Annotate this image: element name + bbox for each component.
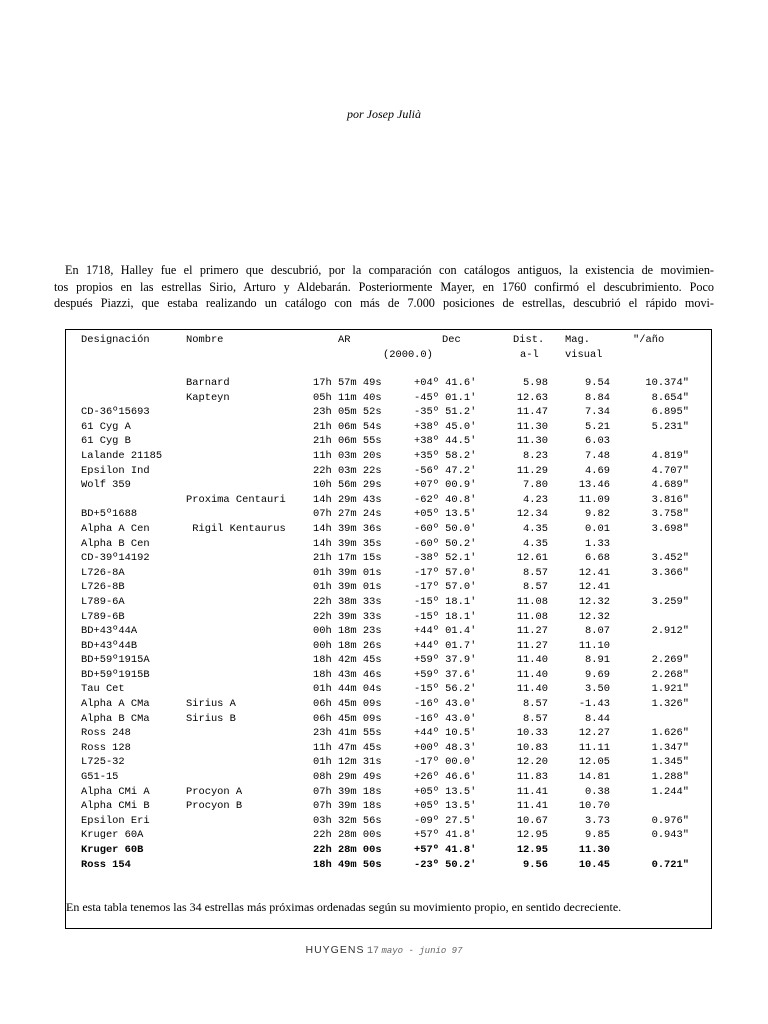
cell-dec: -60º 50.0' bbox=[414, 522, 477, 535]
cell-mag: 12.32 bbox=[578, 610, 610, 623]
cell-dist: 8.57 bbox=[523, 581, 548, 594]
cell-pm: 4.819" bbox=[651, 449, 689, 462]
table-row bbox=[66, 639, 711, 654]
cell-ar: 22h 39m 33s bbox=[313, 610, 382, 623]
header-dec: Dec bbox=[442, 334, 461, 346]
cell-designation: Alpha CMi A bbox=[81, 785, 150, 798]
cell-dist: 12.61 bbox=[516, 552, 548, 565]
cell-designation: CD-39º14192 bbox=[81, 552, 150, 565]
cell-name: Kapteyn bbox=[186, 391, 230, 404]
cell-mag: 11.30 bbox=[578, 844, 610, 856]
cell-ar: 17h 57m 49s bbox=[313, 377, 382, 389]
cell-mag: 12.27 bbox=[578, 727, 610, 740]
table-row bbox=[66, 712, 711, 727]
cell-name: Procyon A bbox=[186, 785, 243, 798]
cell-ar: 14h 39m 35s bbox=[313, 537, 382, 550]
cell-dec: +57º 41.8' bbox=[414, 829, 477, 842]
cell-dec: +57º 41.8' bbox=[414, 844, 477, 856]
cell-mag: 9.82 bbox=[585, 508, 610, 521]
page-footer bbox=[0, 944, 768, 957]
cell-designation: Wolf 359 bbox=[81, 479, 131, 492]
table-row bbox=[66, 610, 711, 625]
cell-designation: Lalande 21185 bbox=[81, 449, 163, 462]
cell-dist: 11.08 bbox=[516, 610, 548, 623]
cell-ar: 01h 12m 31s bbox=[313, 756, 382, 769]
table-row bbox=[66, 580, 711, 595]
cell-pm: 2.269" bbox=[651, 654, 689, 667]
cell-mag: 1.33 bbox=[585, 537, 610, 550]
cell-ar: 07h 39m 18s bbox=[313, 800, 382, 813]
table-row bbox=[66, 755, 711, 770]
cell-dist: 12.63 bbox=[516, 391, 548, 404]
cell-pm: 2.912" bbox=[651, 625, 689, 638]
cell-dist: 8.57 bbox=[523, 566, 548, 579]
cell-dec: -15º 18.1' bbox=[414, 610, 477, 623]
cell-ar: 01h 39m 01s bbox=[313, 566, 382, 579]
cell-dec: +05º 13.5' bbox=[414, 508, 477, 521]
cell-mag: 0.01 bbox=[585, 522, 610, 535]
cell-ar: 10h 56m 29s bbox=[313, 479, 382, 492]
cell-dist: 10.67 bbox=[516, 814, 548, 827]
cell-dist: 11.83 bbox=[516, 771, 548, 784]
cell-mag: 10.45 bbox=[578, 858, 610, 871]
cell-pm: 3.816" bbox=[651, 493, 689, 506]
cell-pm: 0.943" bbox=[651, 829, 689, 842]
cell-designation: BD+59º1915B bbox=[81, 668, 150, 681]
cell-pm: 3.259" bbox=[651, 595, 689, 608]
cell-dec: +59º 37.9' bbox=[414, 654, 477, 667]
table-row bbox=[66, 858, 711, 873]
table-row bbox=[66, 814, 711, 829]
cell-mag: -1.43 bbox=[578, 698, 610, 711]
cell-pm: 8.654" bbox=[651, 391, 689, 404]
cell-dist: 11.29 bbox=[516, 464, 548, 477]
table-row bbox=[66, 726, 711, 741]
table-row bbox=[66, 478, 711, 493]
cell-mag: 10.70 bbox=[578, 800, 610, 813]
cell-dec: +04º 41.6' bbox=[414, 377, 477, 389]
cell-dec: +05º 13.5' bbox=[414, 800, 477, 813]
cell-ar: 22h 28m 00s bbox=[313, 829, 382, 842]
footer-page-number: 17 bbox=[366, 946, 379, 957]
cell-designation: L789-6B bbox=[81, 610, 125, 623]
cell-pm: 3.366" bbox=[651, 566, 689, 579]
cell-designation: Ross 154 bbox=[81, 858, 131, 871]
cell-designation: BD+43º44B bbox=[81, 639, 138, 652]
cell-dist: 4.23 bbox=[523, 493, 548, 506]
cell-dec: +00º 48.3' bbox=[414, 741, 477, 754]
table-row bbox=[66, 682, 711, 697]
cell-mag: 6.68 bbox=[585, 552, 610, 565]
cell-mag: 11.09 bbox=[578, 493, 610, 506]
cell-mag: 12.41 bbox=[578, 581, 610, 594]
header-pm: "/año bbox=[633, 334, 665, 346]
cell-designation: L725-32 bbox=[81, 756, 125, 769]
cell-dec: -38º 52.1' bbox=[414, 552, 477, 565]
cell-name: Proxima Centauri bbox=[186, 493, 286, 506]
cell-dist: 12.95 bbox=[516, 844, 548, 856]
cell-designation: Alpha B Cen bbox=[81, 537, 150, 550]
cell-ar: 08h 29m 49s bbox=[313, 771, 382, 784]
cell-name: Barnard bbox=[186, 377, 230, 389]
cell-name: Sirius B bbox=[186, 712, 236, 725]
cell-designation: Epsilon Ind bbox=[81, 464, 150, 477]
cell-mag: 14.81 bbox=[578, 771, 610, 784]
cell-mag: 0.38 bbox=[585, 785, 610, 798]
cell-pm: 0.721" bbox=[651, 858, 689, 871]
cell-designation: BD+59º1915A bbox=[81, 654, 150, 667]
cell-pm: 3.758" bbox=[651, 508, 689, 521]
cell-mag: 12.05 bbox=[578, 756, 610, 769]
cell-dist: 7.80 bbox=[523, 479, 548, 492]
cell-pm: 4.689" bbox=[651, 479, 689, 492]
table-row bbox=[66, 653, 711, 668]
cell-ar: 03h 32m 56s bbox=[313, 814, 382, 827]
author-byline: por Josep Julià bbox=[347, 107, 421, 121]
cell-mag: 8.84 bbox=[585, 391, 610, 404]
table-row bbox=[66, 828, 711, 843]
intro-paragraph bbox=[54, 262, 714, 312]
cell-ar: 18h 49m 50s bbox=[313, 858, 382, 871]
cell-designation: G51-15 bbox=[81, 771, 119, 784]
table-row bbox=[66, 741, 711, 756]
cell-dist: 12.34 bbox=[516, 508, 548, 521]
cell-mag: 8.44 bbox=[585, 712, 610, 725]
cell-dist: 11.41 bbox=[516, 800, 548, 813]
cell-mag: 11.10 bbox=[578, 639, 610, 652]
header-dist-unit: a-l bbox=[520, 348, 539, 361]
cell-ar: 23h 05m 52s bbox=[313, 406, 382, 419]
cell-ar: 06h 45m 09s bbox=[313, 712, 382, 725]
cell-ar: 14h 29m 43s bbox=[313, 493, 382, 506]
cell-dec: -16º 43.0' bbox=[414, 698, 477, 711]
table-row bbox=[66, 799, 711, 814]
cell-mag: 4.69 bbox=[585, 464, 610, 477]
cell-designation: Alpha A CMa bbox=[81, 698, 150, 711]
cell-dec: -56º 47.2' bbox=[414, 464, 477, 477]
cell-ar: 18h 43m 46s bbox=[313, 668, 382, 681]
cell-dec: +05º 13.5' bbox=[414, 785, 477, 798]
cell-designation: 61 Cyg B bbox=[81, 435, 131, 448]
cell-designation: 61 Cyg A bbox=[81, 420, 131, 433]
cell-pm: 1.921" bbox=[651, 683, 689, 696]
cell-dist: 4.35 bbox=[523, 522, 548, 535]
table-row bbox=[66, 770, 711, 785]
cell-dist: 5.98 bbox=[523, 377, 548, 389]
cell-ar: 22h 03m 22s bbox=[313, 464, 382, 477]
cell-dec: +26º 46.6' bbox=[414, 771, 477, 784]
cell-pm: 1.345" bbox=[651, 756, 689, 769]
cell-pm: 0.976" bbox=[651, 814, 689, 827]
cell-dec: +44º 01.4' bbox=[414, 625, 477, 638]
cell-dist: 9.56 bbox=[523, 858, 548, 871]
cell-dec: +07º 00.9' bbox=[414, 479, 477, 492]
cell-ar: 18h 42m 45s bbox=[313, 654, 382, 667]
cell-pm: 1.347" bbox=[651, 741, 689, 754]
cell-dist: 8.57 bbox=[523, 698, 548, 711]
intro-line: En 1718, Halley fue el primero que descubrió, por la comparación con catálogos antiguos, la existencia de movimien- bbox=[65, 263, 714, 277]
table-body bbox=[66, 376, 711, 872]
cell-ar: 05h 11m 40s bbox=[313, 391, 382, 404]
cell-dec: -45º 01.1' bbox=[414, 391, 477, 404]
cell-dec: +35º 58.2' bbox=[414, 449, 477, 462]
cell-pm: 6.895" bbox=[651, 406, 689, 419]
cell-ar: 01h 44m 04s bbox=[313, 683, 382, 696]
cell-designation: BD+5º1688 bbox=[81, 508, 138, 521]
cell-pm: 1.244" bbox=[651, 785, 689, 798]
cell-ar: 01h 39m 01s bbox=[313, 581, 382, 594]
cell-dist: 11.30 bbox=[516, 420, 548, 433]
cell-ar: 21h 06m 54s bbox=[313, 420, 382, 433]
cell-dec: +38º 45.0' bbox=[414, 420, 477, 433]
table-row bbox=[66, 391, 711, 406]
cell-designation: L789-6A bbox=[81, 595, 125, 608]
table-row bbox=[66, 624, 711, 639]
cell-ar: 22h 38m 33s bbox=[313, 595, 382, 608]
table-row bbox=[66, 420, 711, 435]
cell-dist: 12.95 bbox=[516, 829, 548, 842]
cell-ar: 07h 27m 24s bbox=[313, 508, 382, 521]
cell-mag: 12.41 bbox=[578, 566, 610, 579]
cell-mag: 8.91 bbox=[585, 654, 610, 667]
cell-dist: 11.41 bbox=[516, 785, 548, 798]
cell-pm: 10.374" bbox=[645, 377, 689, 389]
cell-mag: 9.54 bbox=[585, 377, 610, 389]
cell-dec: +44º 10.5' bbox=[414, 727, 477, 740]
cell-name: Procyon B bbox=[186, 800, 243, 813]
cell-dec: -16º 43.0' bbox=[414, 712, 477, 725]
table-row bbox=[66, 464, 711, 479]
cell-dec: -17º 57.0' bbox=[414, 566, 477, 579]
cell-dist: 10.33 bbox=[516, 727, 548, 740]
cell-dist: 11.40 bbox=[516, 654, 548, 667]
cell-designation: Tau Cet bbox=[81, 683, 125, 696]
stars-table bbox=[65, 329, 712, 929]
cell-dec: -35º 51.2' bbox=[414, 406, 477, 419]
cell-ar: 14h 39m 36s bbox=[313, 522, 382, 535]
cell-name: Sirius A bbox=[186, 698, 236, 711]
cell-ar: 00h 18m 23s bbox=[313, 625, 382, 638]
intro-line: tos propios en las estrellas Sirio, Arturo y Aldebarán. Posteriormente Mayer, en 1760 confirmó el descubrimiento. Poco bbox=[54, 279, 714, 294]
table-row bbox=[66, 537, 711, 552]
cell-mag: 7.34 bbox=[585, 406, 610, 419]
table-row bbox=[66, 566, 711, 581]
header-dist: Dist. bbox=[513, 334, 545, 346]
cell-dist: 11.27 bbox=[516, 639, 548, 652]
cell-dec: +38º 44.5' bbox=[414, 435, 477, 448]
cell-dist: 11.47 bbox=[516, 406, 548, 419]
table-row bbox=[66, 434, 711, 449]
header-epoch: (2000.0) bbox=[383, 348, 433, 361]
cell-mag: 13.46 bbox=[578, 479, 610, 492]
table-row bbox=[66, 507, 711, 522]
cell-dist: 11.40 bbox=[516, 668, 548, 681]
cell-designation: CD-36º15693 bbox=[81, 406, 150, 419]
cell-designation: Kruger 60A bbox=[81, 829, 144, 842]
cell-mag: 5.21 bbox=[585, 420, 610, 433]
cell-name: Rigil Kentaurus bbox=[186, 522, 286, 535]
cell-designation: Alpha CMi B bbox=[81, 800, 150, 813]
table-row bbox=[66, 551, 711, 566]
cell-dist: 12.20 bbox=[516, 756, 548, 769]
table-row bbox=[66, 493, 711, 508]
cell-dec: -15º 18.1' bbox=[414, 595, 477, 608]
cell-ar: 00h 18m 26s bbox=[313, 639, 382, 652]
cell-designation: L726-8B bbox=[81, 581, 125, 594]
cell-pm: 1.288" bbox=[651, 771, 689, 784]
cell-mag: 9.69 bbox=[585, 668, 610, 681]
cell-mag: 7.48 bbox=[585, 449, 610, 462]
cell-dist: 10.83 bbox=[516, 741, 548, 754]
cell-designation: Ross 128 bbox=[81, 741, 131, 754]
cell-pm: 5.231" bbox=[651, 420, 689, 433]
cell-pm: 1.326" bbox=[651, 698, 689, 711]
table-row bbox=[66, 595, 711, 610]
cell-mag: 3.73 bbox=[585, 814, 610, 827]
cell-ar: 11h 03m 20s bbox=[313, 449, 382, 462]
cell-mag: 9.85 bbox=[585, 829, 610, 842]
header-designation: Designación bbox=[81, 334, 150, 346]
cell-dec: -62º 40.8' bbox=[414, 493, 477, 506]
header-mag-sub: visual bbox=[565, 348, 603, 361]
cell-mag: 3.50 bbox=[585, 683, 610, 696]
cell-dist: 11.30 bbox=[516, 435, 548, 448]
header-name: Nombre bbox=[186, 334, 224, 346]
table-row bbox=[66, 697, 711, 712]
cell-dec: -60º 50.2' bbox=[414, 537, 477, 550]
cell-dist: 11.40 bbox=[516, 683, 548, 696]
cell-ar: 21h 06m 55s bbox=[313, 435, 382, 448]
intro-line: después Piazzi, que estaba realizando un catálogo con más de 7.000 posiciones de estrellas, descubrió el rápido movi- bbox=[54, 296, 714, 310]
cell-ar: 21h 17m 15s bbox=[313, 552, 382, 565]
cell-dist: 8.57 bbox=[523, 712, 548, 725]
cell-ar: 06h 45m 09s bbox=[313, 698, 382, 711]
table-row bbox=[66, 449, 711, 464]
cell-pm: 2.268" bbox=[651, 668, 689, 681]
cell-pm: 3.452" bbox=[651, 552, 689, 565]
cell-mag: 8.07 bbox=[585, 625, 610, 638]
cell-pm: 3.698" bbox=[651, 522, 689, 535]
cell-dec: +44º 01.7' bbox=[414, 639, 477, 652]
cell-ar: 23h 41m 55s bbox=[313, 727, 382, 740]
cell-dec: +59º 37.6' bbox=[414, 668, 477, 681]
cell-designation: Kruger 60B bbox=[81, 844, 144, 856]
cell-dist: 11.27 bbox=[516, 625, 548, 638]
table-row bbox=[66, 785, 711, 800]
footer-magazine: HUYGENS bbox=[305, 944, 365, 956]
cell-dec: -23º 50.2' bbox=[414, 858, 477, 871]
cell-mag: 6.03 bbox=[585, 435, 610, 448]
table-caption: En esta tabla tenemos las 34 estrellas más próximas ordenadas según su movimiento propio, en sentido decreciente. bbox=[66, 900, 622, 914]
cell-designation: Ross 248 bbox=[81, 727, 131, 740]
table-row bbox=[66, 376, 711, 391]
cell-dist: 4.35 bbox=[523, 537, 548, 550]
cell-mag: 11.11 bbox=[578, 741, 610, 754]
cell-pm: 4.707" bbox=[651, 464, 689, 477]
table-row bbox=[66, 668, 711, 683]
cell-dec: -15º 56.2' bbox=[414, 683, 477, 696]
cell-designation: Epsilon Eri bbox=[81, 814, 150, 827]
cell-dist: 8.23 bbox=[523, 449, 548, 462]
cell-mag: 12.32 bbox=[578, 595, 610, 608]
footer-date: mayo - junio 97 bbox=[381, 946, 463, 956]
cell-dec: -17º 00.0' bbox=[414, 756, 477, 769]
table-row bbox=[66, 522, 711, 537]
cell-designation: BD+43º44A bbox=[81, 625, 138, 638]
header-ar: AR bbox=[338, 334, 351, 346]
cell-designation: Alpha A Cen bbox=[81, 522, 150, 535]
cell-dist: 11.08 bbox=[516, 595, 548, 608]
table-row bbox=[66, 405, 711, 420]
cell-dec: -17º 57.0' bbox=[414, 581, 477, 594]
table-row bbox=[66, 843, 711, 858]
cell-dec: -09º 27.5' bbox=[414, 814, 477, 827]
cell-ar: 22h 28m 00s bbox=[313, 844, 382, 856]
cell-designation: Alpha B CMa bbox=[81, 712, 150, 725]
cell-designation: L726-8A bbox=[81, 566, 125, 579]
cell-ar: 11h 47m 45s bbox=[313, 741, 382, 754]
header-mag: Mag. bbox=[565, 334, 590, 346]
cell-pm: 1.626" bbox=[651, 727, 689, 740]
cell-ar: 07h 39m 18s bbox=[313, 785, 382, 798]
